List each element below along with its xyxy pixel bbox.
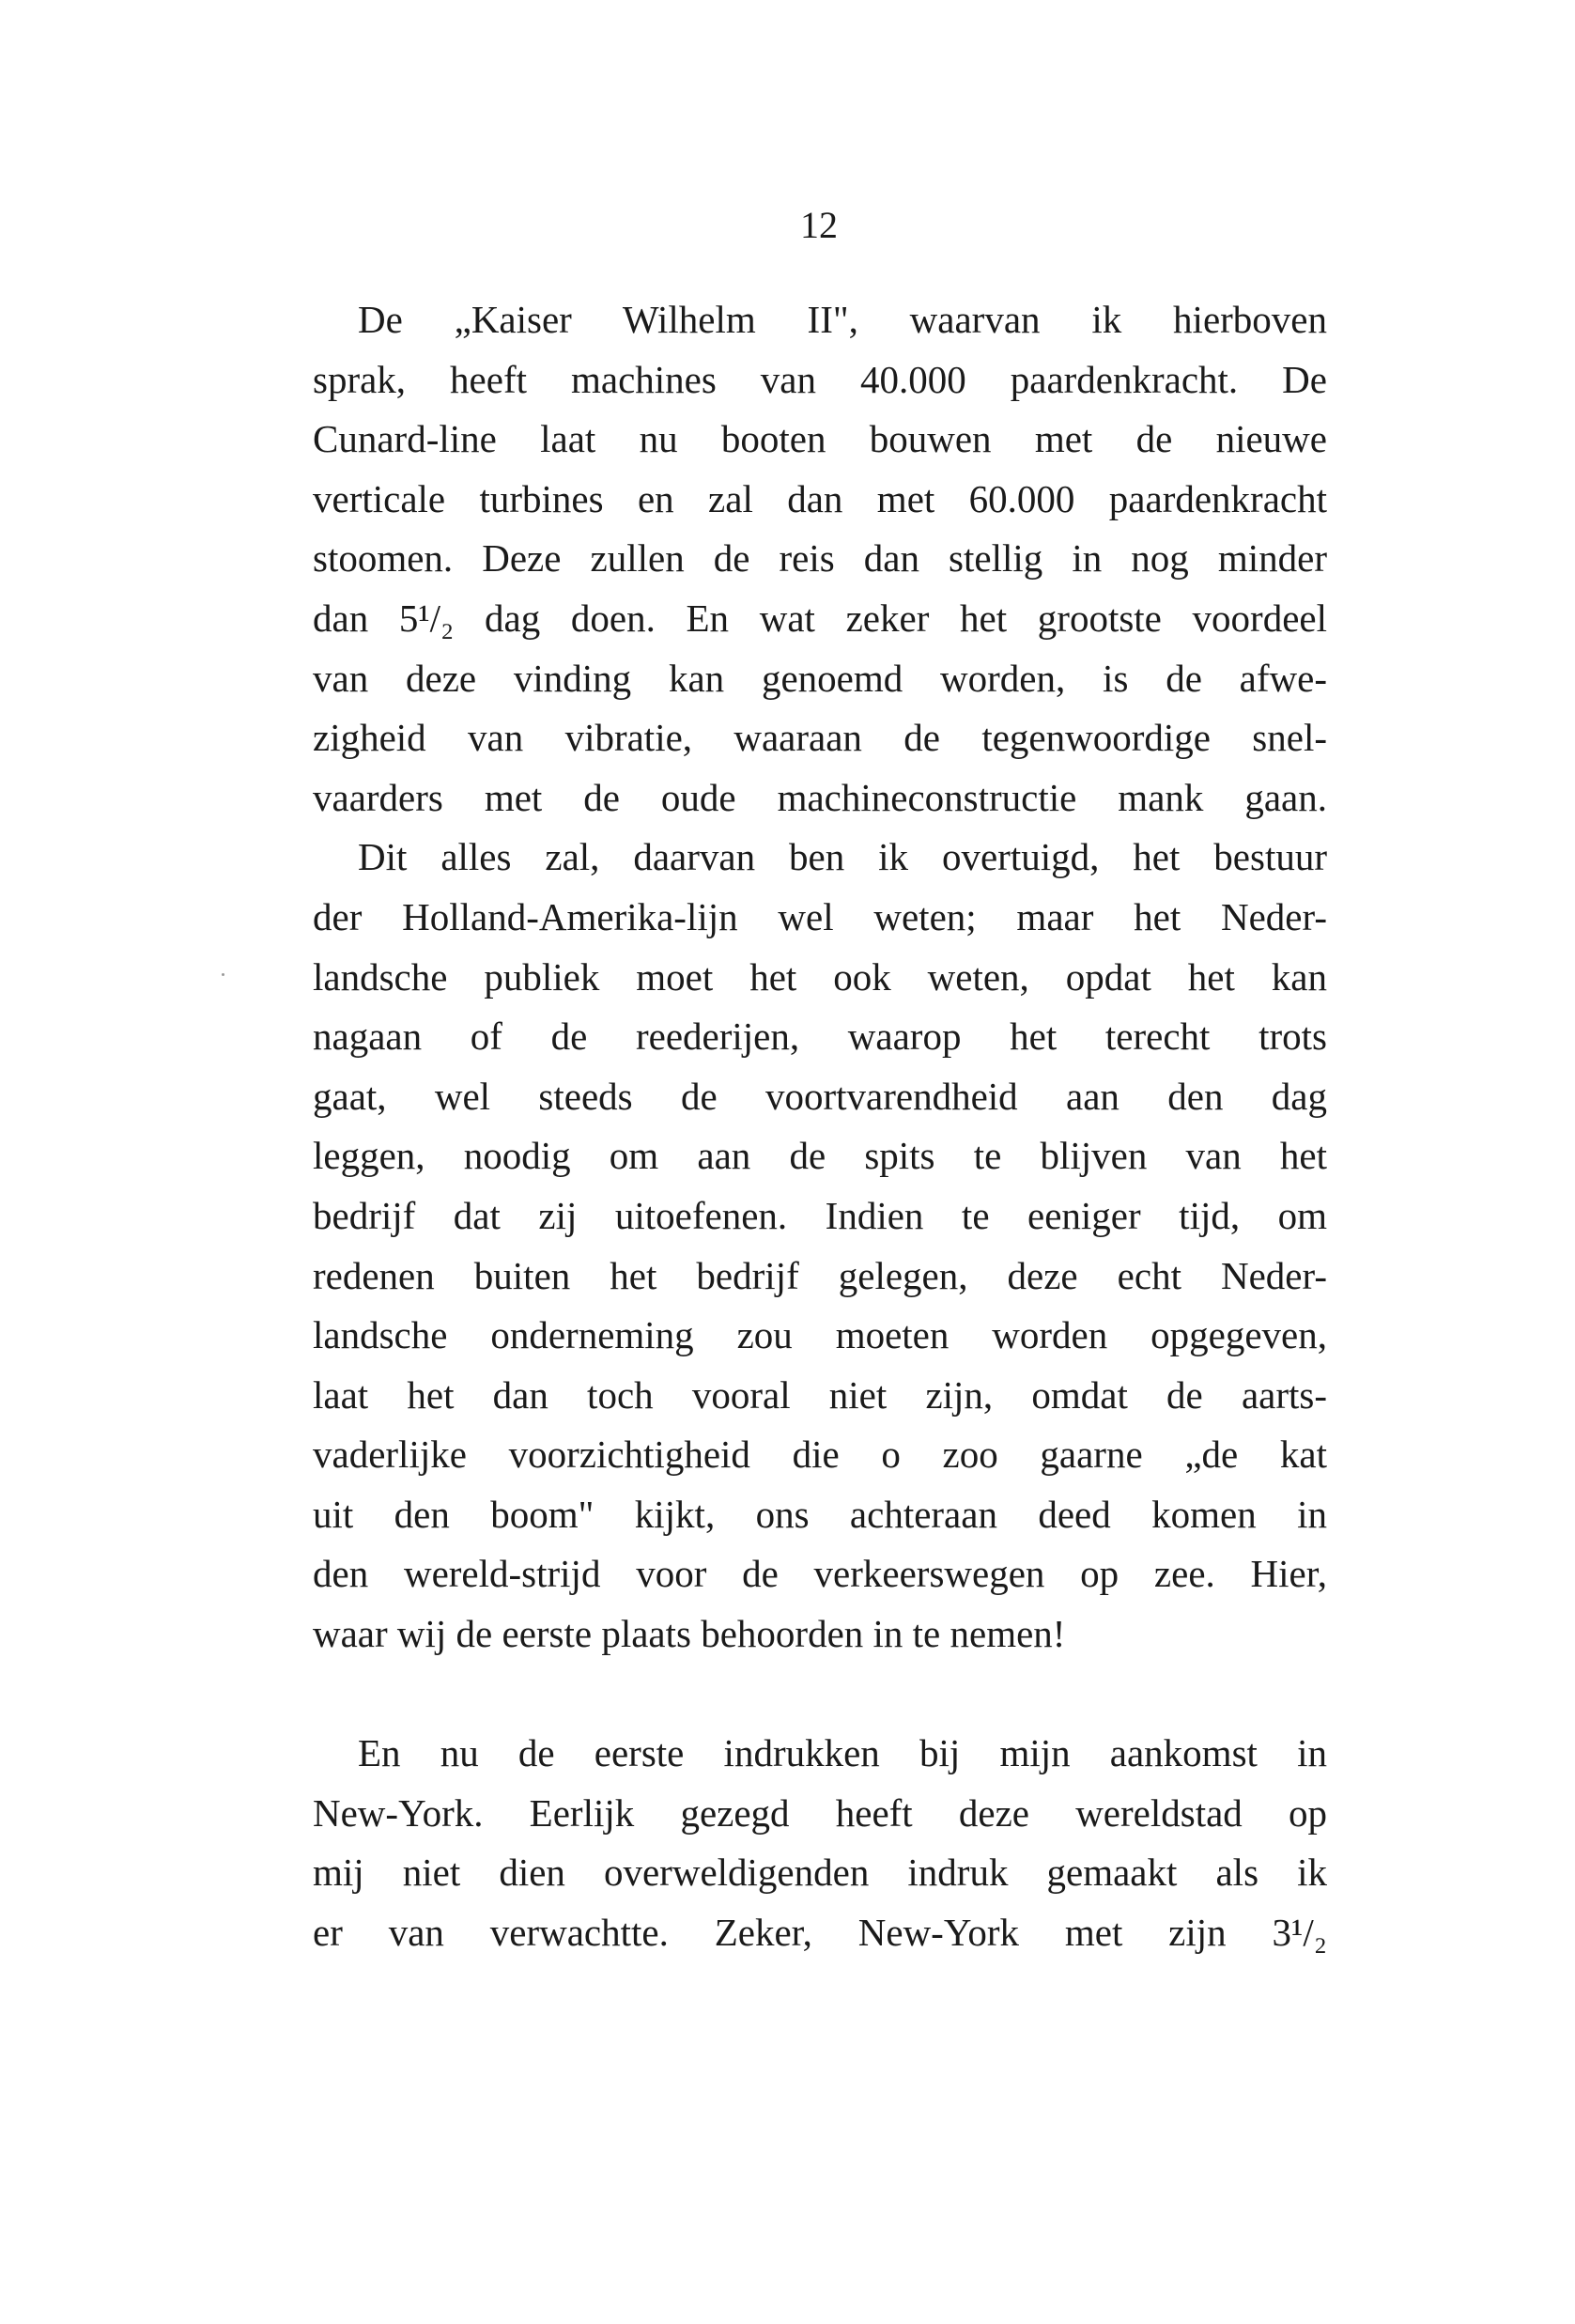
text-line: nagaan of de reederijen, waarop het terecht trots [313,1015,1327,1059]
text-line: landsche publiek moet het ook weten, opdat het kan [313,954,1327,999]
text-line: sprak, heeft machines van 40.000 paardenkracht. De [313,357,1327,401]
text-line: er van verwachtte. Zeker, New-York met zijn 3¹/₂ [313,1910,1327,1954]
text-block-2 [313,1724,1327,1962]
text-line: vaarders met de oude machineconstructie mank gaan. [313,775,1327,819]
text-line: En nu de eerste indrukken bij mijn aankomst in [358,1731,1327,1774]
text-line: stoomen. Deze zullen de reis dan stellig in nog minder [313,536,1327,581]
text-line: uit den boom" kijkt, ons achteraan deed komen in [313,1492,1327,1536]
text-line: vaderlijke voorzichtigheid die o zoo gaarne „de kat [313,1433,1327,1477]
text-line: New-York. Eerlijk gezegd heeft deze wereldstad op [313,1790,1327,1835]
text-line: den wereld-strijd voor de verkeerswegen op zee. Hier, [313,1552,1327,1596]
text-line: dan 5¹/₂ dag doen. En wat zeker het grootste voordeel [313,596,1327,640]
text-line: zigheid van vibratie, waaraan de tegenwoordige snel- [313,716,1327,760]
margin-speck [222,973,224,976]
text-line: waar wij de eerste plaats behoorden in te nemen! [313,1612,1066,1656]
text-line: redenen buiten het bedrijf gelegen, deze echt Neder- [313,1253,1327,1297]
text-line: leggen, noodig om aan de spits te blijven van het [313,1134,1327,1178]
text-line: mij niet dien overweldigenden indruk gemaakt als ik [313,1851,1327,1895]
text-line: der Holland-Amerika-lijn wel weten; maar het Neder- [313,894,1327,938]
text-line: van deze vinding kan genoemd worden, is de afwe- [313,656,1327,700]
text-line: laat het dan toch vooral niet zijn, omdat de aarts- [313,1372,1327,1417]
page-number: 12 [800,204,838,246]
text-line: Dit alles zal, daarvan ben ik overtuigd, het bestuur [358,835,1327,879]
text-line: gaat, wel steeds de voortvarendheid aan den dag [313,1074,1327,1118]
text-block-1 [313,290,1327,1665]
text-line: De „Kaiser Wilhelm II", waarvan ik hierboven [358,298,1327,341]
text-line: verticale turbines en zal dan met 60.000 paardenkracht [313,476,1327,520]
text-line: landsche onderneming zou moeten worden opgegeven, [313,1313,1327,1357]
text-line: bedrijf dat zij uitoefenen. Indien te eeniger tijd, om [313,1193,1327,1237]
text-line: Cunard-line laat nu booten bouwen met de nieuwe [313,417,1327,461]
